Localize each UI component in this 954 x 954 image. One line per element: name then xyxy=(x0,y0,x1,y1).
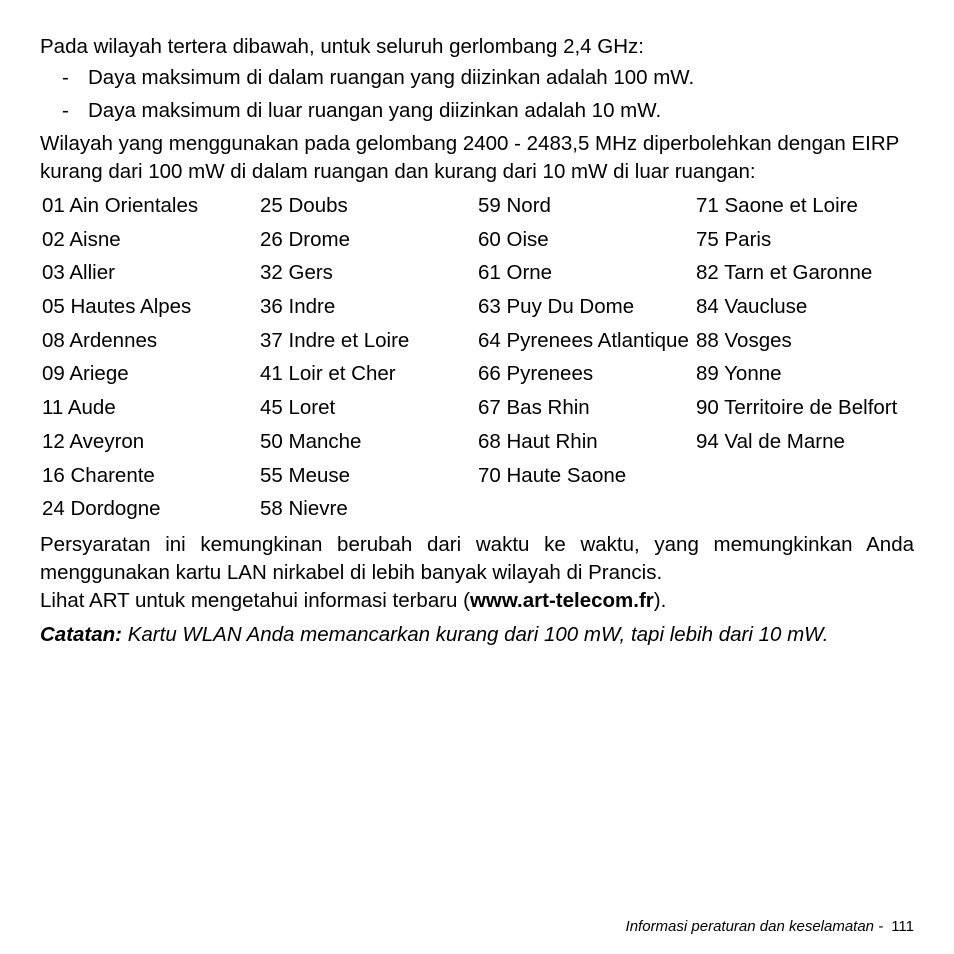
region-item: 41 Loir et Cher xyxy=(260,362,396,386)
region-item: 02 Aisne xyxy=(42,227,121,251)
region-item: 16 Charente xyxy=(42,463,155,487)
region-item: 32 Gers xyxy=(260,261,333,285)
bullet-text: Daya maksimum di luar ruangan yang diizinkan adalah 10 mW. xyxy=(88,99,662,122)
region-item: 61 Orne xyxy=(478,261,553,285)
region-item: 05 Hautes Alpes xyxy=(42,295,192,319)
bullet-marker: - xyxy=(62,66,69,89)
region-item: 94 Val de Marne xyxy=(696,429,845,453)
footer-section-title: Informasi peraturan dan keselamatan - xyxy=(625,918,884,935)
region-item: 63 Puy Du Dome xyxy=(478,295,635,319)
art-info-suffix: ). xyxy=(653,588,667,612)
requirements-paragraph: Persyaratan ini kemungkinan berubah dari waktu ke waktu, yang memungkinkan Anda menggunakan kartu LAN nirkabel di lebih banyak wilayah di Prancis. xyxy=(40,532,914,584)
region-item: 82 Tarn et Garonne xyxy=(696,261,873,285)
region-item: 08 Ardennes xyxy=(42,328,158,352)
regions-column-2 xyxy=(260,192,478,529)
regions-column-4 xyxy=(696,192,914,529)
region-item: 24 Dordogne xyxy=(42,497,161,521)
region-item: 84 Vaucluse xyxy=(696,295,808,319)
region-item: 59 Nord xyxy=(478,194,551,217)
region-item: 67 Bas Rhin xyxy=(478,396,590,420)
region-item: 55 Meuse xyxy=(260,463,351,487)
region-item: 03 Allier xyxy=(42,261,115,285)
list-item xyxy=(40,97,914,125)
region-item: 36 Indre xyxy=(260,295,336,319)
region-item: 60 Oise xyxy=(478,227,549,251)
regions-grid xyxy=(42,192,914,529)
region-item: 58 Nievre xyxy=(260,497,348,521)
document-body xyxy=(40,33,914,649)
region-item: 26 Drome xyxy=(260,227,351,251)
region-item: 12 Aveyron xyxy=(42,429,145,453)
regions-column-1 xyxy=(42,192,260,529)
page-number: 111 xyxy=(891,918,914,935)
region-item: 90 Territoire de Belfort xyxy=(696,396,898,420)
region-item: 09 Ariege xyxy=(42,362,129,386)
list-item xyxy=(40,64,914,92)
frequency-intro-text: Wilayah yang menggunakan pada gelombang 2400 - 2483,5 MHz diperbolehkan dengan EIRP kurang dari 100 mW di dalam ruangan dan kurang dari 10 mW di luar ruangan: xyxy=(40,132,899,183)
region-item: 25 Doubs xyxy=(260,194,348,217)
bullet-text: Daya maksimum di dalam ruangan yang diizinkan adalah 100 mW. xyxy=(88,66,695,89)
region-item: 88 Vosges xyxy=(696,328,792,352)
region-item: 50 Manche xyxy=(260,429,362,453)
note-text: Kartu WLAN Anda memancarkan kurang dari 100 mW, tapi lebih dari 10 mW. xyxy=(127,622,829,646)
regions-column-3 xyxy=(478,192,696,529)
note-label: Catatan: xyxy=(40,622,123,646)
region-item: 45 Loret xyxy=(260,396,336,420)
region-item: 68 Haut Rhin xyxy=(478,429,598,453)
region-item: 89 Yonne xyxy=(696,362,782,386)
note xyxy=(40,621,914,649)
bullet-marker: - xyxy=(62,99,69,122)
region-item: 11 Aude xyxy=(42,396,116,420)
region-item: 01 Ain Orientales xyxy=(42,194,199,217)
page-footer xyxy=(626,917,914,937)
power-limits-list xyxy=(40,64,914,125)
art-info-prefix: Lihat ART untuk mengetahui informasi terbaru ( xyxy=(40,588,470,612)
region-item: 37 Indre et Loire xyxy=(260,328,410,352)
region-item: 75 Paris xyxy=(696,227,772,251)
region-item: 70 Haute Saone xyxy=(478,463,627,487)
region-item: 71 Saone et Loire xyxy=(696,194,858,217)
region-item: 64 Pyrenees Atlantique xyxy=(478,328,689,352)
intro-text: Pada wilayah tertera dibawah, untuk seluruh gerlombang 2,4 GHz: xyxy=(40,35,644,58)
art-info-paragraph xyxy=(40,587,914,615)
art-telecom-link[interactable]: www.art-telecom.fr xyxy=(469,588,654,612)
region-item: 66 Pyrenees xyxy=(478,362,594,386)
